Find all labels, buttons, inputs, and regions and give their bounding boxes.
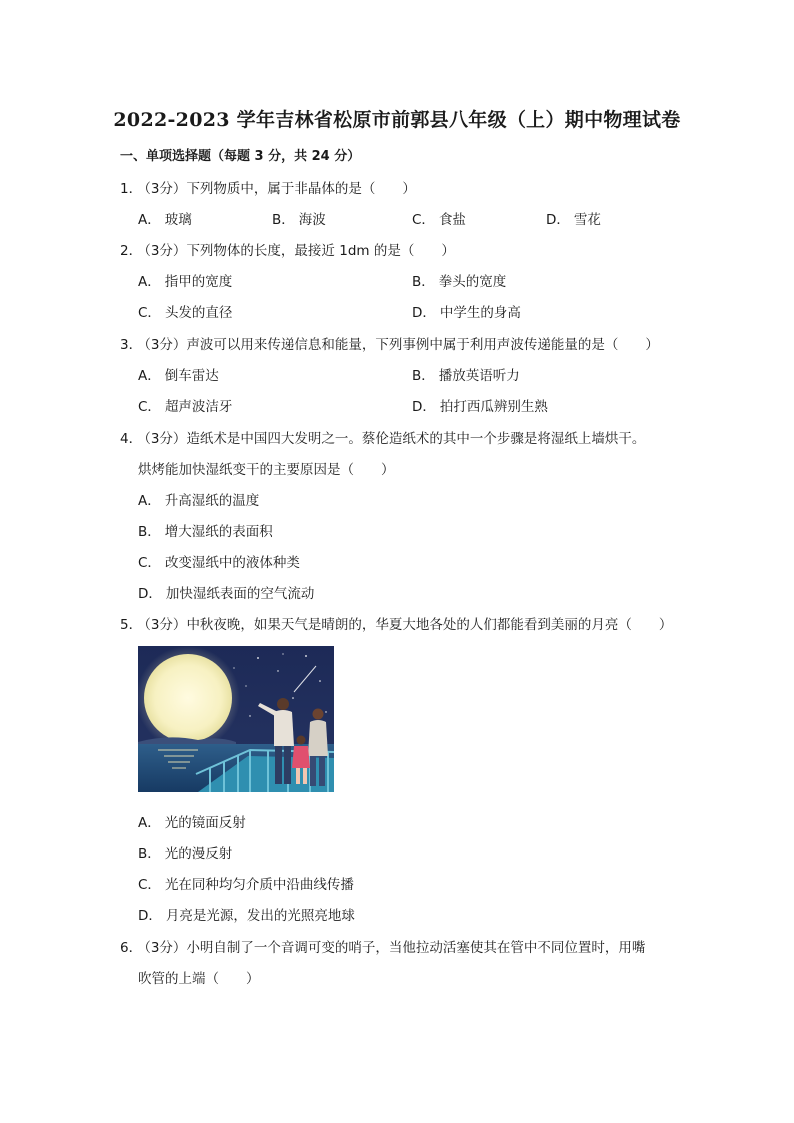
- moon: [144, 654, 232, 742]
- option-d: [546, 208, 601, 228]
- option-letter: D．: [412, 305, 436, 321]
- question-score: （3分）: [144, 431, 187, 447]
- option-letter: C．: [412, 212, 435, 228]
- option-a: [138, 270, 232, 290]
- option-letter: B．: [138, 524, 161, 540]
- option-text: 雪花: [573, 212, 601, 228]
- option-text: 加快湿纸表面的空气流动: [165, 586, 315, 602]
- question-text: 中秋夜晚，如果天气是晴朗的，华夏大地各处的人们都能看到美丽的月亮（ ）: [186, 617, 673, 633]
- option-text: 头发的直径: [164, 305, 233, 321]
- option-text: 播放英语听力: [438, 368, 520, 384]
- question-4-continuation: 烘烤能加快湿纸变干的主要原因是（ ）: [138, 462, 395, 478]
- question-4: [120, 427, 645, 447]
- option-text: 指甲的宽度: [164, 274, 233, 290]
- question-number: 4．: [120, 431, 143, 447]
- option-c: [138, 873, 354, 893]
- question-number: 1．: [120, 181, 143, 197]
- option-text: 升高湿纸的温度: [164, 493, 260, 509]
- question-number: 3．: [120, 337, 143, 353]
- option-text: 食盐: [438, 212, 466, 228]
- question-6-continuation: 吹管的上端（ ）: [138, 971, 260, 987]
- option-a: [138, 364, 219, 384]
- option-text: 倒车雷达: [164, 368, 219, 384]
- option-letter: A．: [138, 274, 161, 290]
- question-number: 2．: [120, 243, 143, 259]
- option-b: [138, 520, 273, 540]
- option-letter: C．: [138, 305, 161, 321]
- question-text: 下列物体的长度，最接近 1dm 的是（ ）: [186, 243, 455, 259]
- option-text: 增大湿纸的表面积: [164, 524, 273, 540]
- question-5: [120, 613, 672, 633]
- option-text: 光的镜面反射: [164, 815, 246, 831]
- option-d: [412, 301, 521, 321]
- option-text: 海波: [298, 212, 326, 228]
- option-letter: D．: [138, 908, 162, 924]
- option-b: [272, 208, 326, 228]
- option-letter: C．: [138, 399, 161, 415]
- option-letter: C．: [138, 555, 161, 571]
- option-c: [138, 395, 232, 415]
- exam-title: 2022-2023 学年吉林省松原市前郭县八年级（上）期中物理试卷: [113, 109, 681, 131]
- option-d: [412, 395, 548, 415]
- option-text: 月亮是光源，发出的光照亮地球: [165, 908, 355, 924]
- option-text: 拍打西瓜辨别生熟: [439, 399, 548, 415]
- option-letter: D．: [546, 212, 570, 228]
- option-c: [138, 301, 232, 321]
- question-score: （3分）: [144, 337, 187, 353]
- question-score: （3分）: [144, 181, 187, 197]
- option-a: [138, 811, 246, 831]
- question-2: [120, 239, 455, 259]
- question-score: （3分）: [144, 243, 187, 259]
- question-text: 声波可以用来传递信息和能量，下列事例中属于利用声波传递能量的是（ ）: [186, 337, 659, 353]
- question-number: 6．: [120, 940, 143, 956]
- option-d: [138, 904, 355, 924]
- question-score: （3分）: [144, 617, 187, 633]
- moon-illustration: [138, 646, 334, 792]
- option-letter: B．: [138, 846, 161, 862]
- question-3: [120, 333, 659, 353]
- option-letter: A．: [138, 368, 161, 384]
- option-text: 超声波洁牙: [164, 399, 233, 415]
- option-b: [412, 270, 506, 290]
- option-letter: B．: [412, 274, 435, 290]
- question-text: 小明自制了一个音调可变的哨子，当他拉动活塞使其在管中不同位置时，用嘴: [186, 940, 646, 956]
- section-heading: 一、单项选择题（每题 3 分，共 24 分）: [120, 149, 361, 164]
- option-d: [138, 582, 314, 602]
- option-letter: A．: [138, 212, 161, 228]
- question-number: 5．: [120, 617, 143, 633]
- option-b: [412, 364, 520, 384]
- option-c: [412, 208, 466, 228]
- option-b: [138, 842, 232, 862]
- option-text: 改变湿纸中的液体种类: [164, 555, 300, 571]
- option-c: [138, 551, 300, 571]
- question-6: [120, 936, 645, 956]
- option-text: 光的漫反射: [164, 846, 233, 862]
- option-letter: A．: [138, 493, 161, 509]
- option-text: 拳头的宽度: [438, 274, 507, 290]
- question-text: 造纸术是中国四大发明之一。蔡伦造纸术的其中一个步骤是将湿纸上墙烘干。: [186, 431, 646, 447]
- option-letter: C．: [138, 877, 161, 893]
- question-text: 下列物质中，属于非晶体的是（ ）: [186, 181, 416, 197]
- option-letter: D．: [138, 586, 162, 602]
- option-text: 光在同种均匀介质中沿曲线传播: [164, 877, 354, 893]
- option-letter: B．: [272, 212, 295, 228]
- option-letter: A．: [138, 815, 161, 831]
- question-1: [120, 177, 416, 197]
- option-a: [138, 208, 192, 228]
- option-a: [138, 489, 259, 509]
- question-score: （3分）: [144, 940, 187, 956]
- option-text: 玻璃: [164, 212, 192, 228]
- option-text: 中学生的身高: [439, 305, 521, 321]
- option-letter: D．: [412, 399, 436, 415]
- option-letter: B．: [412, 368, 435, 384]
